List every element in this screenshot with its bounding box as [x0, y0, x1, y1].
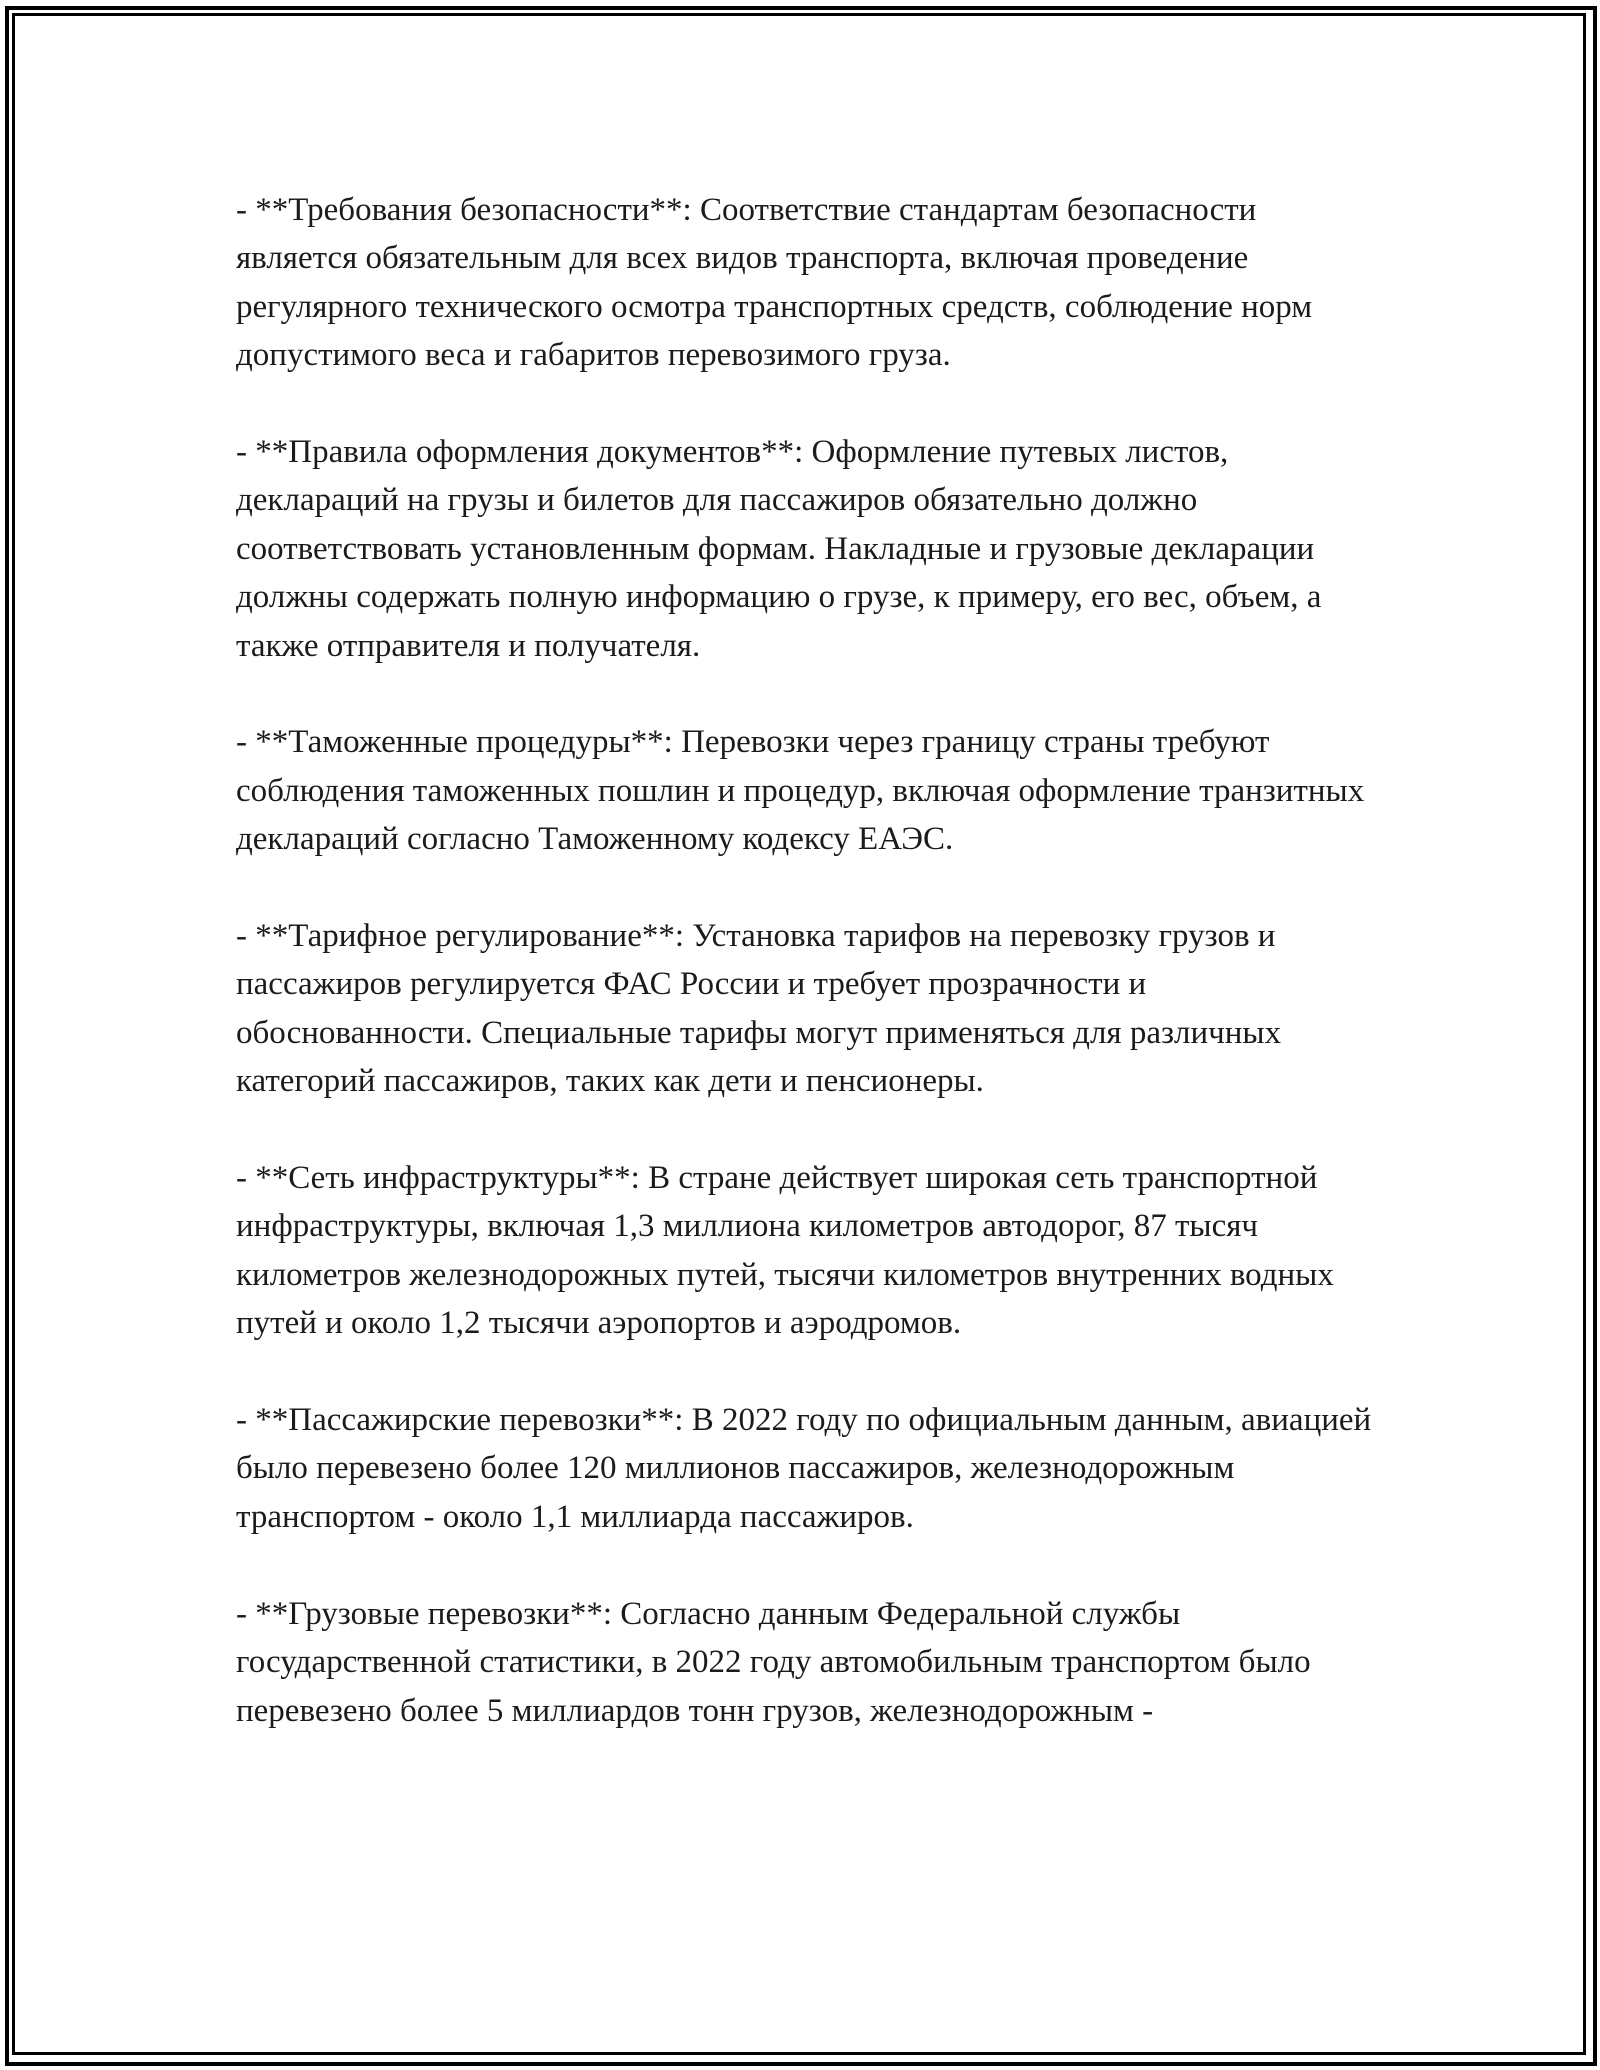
paragraph-tariff-regulation: - **Тарифное регулирование**: Установка тарифов на перевозку грузов и пассажиров регулируется ФАС России и требует прозрачности и обоснованности. Специальные тарифы могут применяться для различных категорий пассажиров, таких как дети и пенсионеры.	[236, 918, 1282, 1100]
paragraph-infrastructure-network: - **Сеть инфраструктуры**: В стране действует широкая сеть транспортной инфраструктуры, включая 1,3 миллиона километров автодорог, 87 тысяч километров железнодорожных путей, тысячи километров внутренних водных путей и около 1,2 тысячи аэропортов и аэродромов.	[236, 1160, 1334, 1342]
paragraph-customs-procedures: - **Таможенные процедуры**: Перевозки через границу страны требуют соблюдения таможенных пошлин и процедур, включая оформление транзитных деклараций согласно Таможенному кодексу ЕАЭС.	[236, 724, 1365, 858]
document-body	[236, 186, 1376, 1783]
paragraph-document-rules: - **Правила оформления документов**: Оформление путевых листов, деклараций на грузы и билетов для пассажиров обязательно должно соответствовать установленным формам. Накладные и грузовые декларации должны содержать полную информацию о грузе, к примеру, его вес, объем, а также отправителя и получателя.	[236, 434, 1322, 664]
paragraph-freight-transport: - **Грузовые перевозки**: Согласно данным Федеральной службы государственной статистики, в 2022 году автомобильным транспортом было перевезено более 5 миллиардов тонн грузов, железнодорожным -	[236, 1595, 1311, 1729]
paragraph-passenger-transport: - **Пассажирские перевозки**: В 2022 году по официальным данным, авиацией было перевезено более 120 миллионов пассажиров, железнодорожным транспортом - около 1,1 миллиарда пассажиров.	[236, 1402, 1372, 1535]
paragraph-safety-requirements: - **Требования безопасности**: Соответствие стандартам безопасности является обязательным для всех видов транспорта, включая проведение регулярного технического осмотра транспортных средств, соблюдение норм допустимого веса и габаритов перевозимого груза.	[236, 192, 1313, 374]
